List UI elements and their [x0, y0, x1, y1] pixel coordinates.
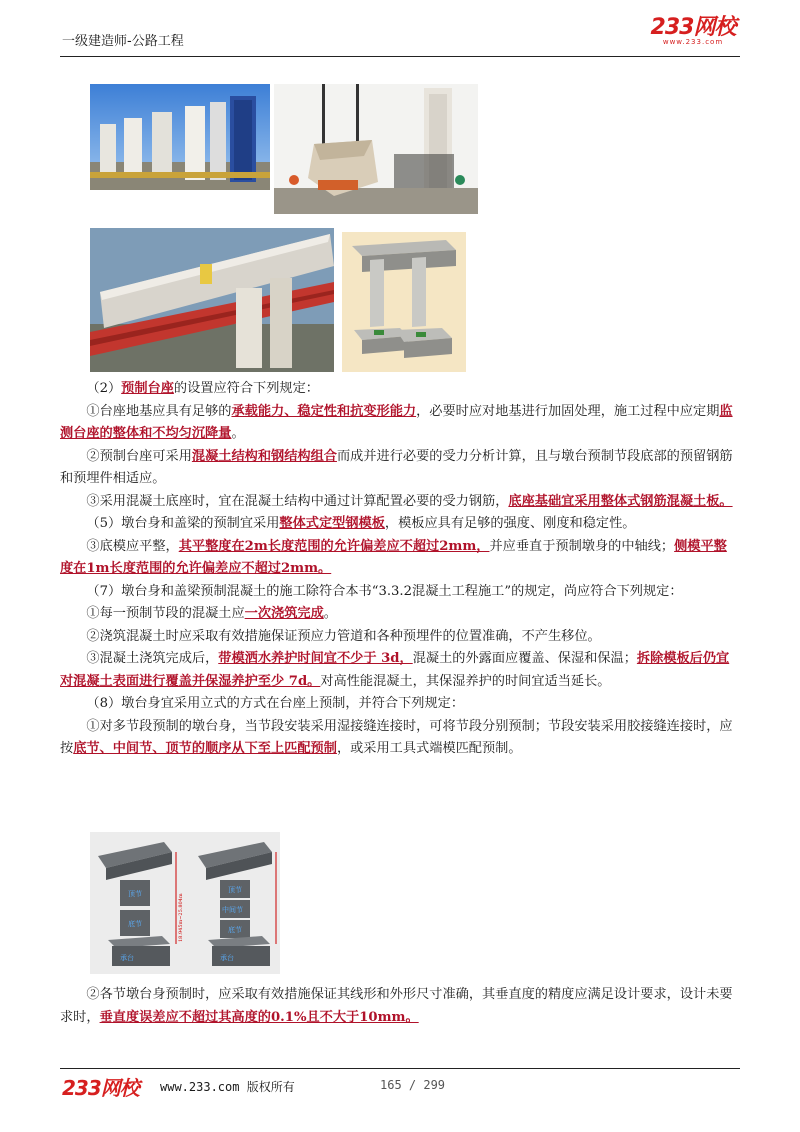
section-8-heading: （8）墩台身宜采用立式的方式在台座上预制，并符合下列规定： — [86, 696, 465, 711]
document-title: 一级建造师-公路工程 — [62, 34, 184, 49]
pier-shaft-assembly-photo — [90, 228, 334, 372]
item-5-3: ③底模应平整，其平整度在2m长度范围的允许偏差应不超过2mm，并应垂直于预制墩身的中轴线；侧模平整度在1m长度范围的允许偏差应不超过2mm。 — [60, 538, 727, 576]
dimension-left: 18.945m~25.804m — [178, 893, 184, 942]
footer-site: www.233.com 版权所有 — [160, 1080, 295, 1094]
item-2-3: ③采用混凝土底座时，宜在混凝土结构中通过计算配置必要的受力钢筋，底座基础宜采用整体式钢筋混凝土板。 — [86, 493, 733, 509]
footer-brand-logo: 233网校 — [62, 1076, 139, 1100]
segment-assembly-diagram — [90, 832, 280, 974]
item-7-2: ②浇筑混凝土时应采取有效措施保证预应力管道和各种预埋件的位置准确，不产生移位。 — [86, 628, 601, 644]
segment-label-top-right: 顶节 — [228, 886, 242, 894]
section-7-heading: （7）墩台身和盖梁预制混凝土的施工除符合本书“3.3.2混凝土工程施工”的规定，尚应符合下列规定： — [86, 583, 683, 599]
segment-label-cap-left: 承台 — [120, 954, 134, 962]
segment-label-cap-right: 承台 — [220, 954, 234, 962]
item-7-1: ①每一预制节段的混凝土应一次浇筑完成。 — [86, 606, 337, 621]
brand-logo: 233网校 www.233.com — [650, 15, 736, 46]
precast-cap-lifting-photo — [274, 84, 478, 214]
header-rule — [60, 56, 740, 57]
item-2-2: ②预制台座可采用混凝土结构和钢结构组合而成并进行必要的受力分析计算，且与墩台预制节段底部的预留钢筋和预埋件相适应。 — [60, 448, 733, 486]
segment-label-bottom-left: 底节 — [128, 920, 142, 928]
segment-label-middle-right: 中间节 — [222, 906, 243, 914]
section-5-heading: （5）墩台身和盖梁的预制宜采用整体式定型钢模板，模板应具有足够的强度、刚度和稳定性。 — [86, 516, 636, 531]
segment-label-top-left: 顶节 — [128, 890, 142, 898]
section-2-heading: （2）预制台座的设置应符合下列规定： — [86, 381, 319, 396]
precast-pier-diagram — [342, 232, 466, 372]
item-8-1: ①对多节段预制的墩台身，当节段安装采用湿接缝连接时，可将节段分别预制；节段安装采用胶接缝连接时，应按底节、中间节、顶节的顺序从下至上匹配预制，或采用工具式端模匹配预制。 — [60, 718, 733, 756]
item-7-3: ③混凝土浇筑完成后，带模洒水养护时间宜不少于 3d，混凝土的外露面应覆盖、保湿和保温；拆除模板后仍宜对混凝土表面进行覆盖并保湿养护至少 7d。对高性能混凝土，其保湿养护的时间宜适当延长。 — [60, 651, 730, 689]
footer-rule — [60, 1068, 740, 1069]
segment-label-bottom-right: 底节 — [228, 926, 242, 934]
pier-columns-photo — [90, 84, 270, 190]
item-8-2: ②各节墩台身预制时，应采取有效措施保证其线形和外形尺寸准确，其垂直度的精度应满足设计要求，设计未要求时，垂直度误差应不超过其高度的0.1%且不大于10mm。 — [60, 987, 733, 1025]
item-2-1: ①台座地基应具有足够的承载能力、稳定性和抗变形能力，必要时应对地基进行加固处理，施工过程中应定期监测台座的整体和不均匀沉降量。 — [60, 403, 733, 441]
page-number: 165 / 299 — [380, 1078, 446, 1092]
